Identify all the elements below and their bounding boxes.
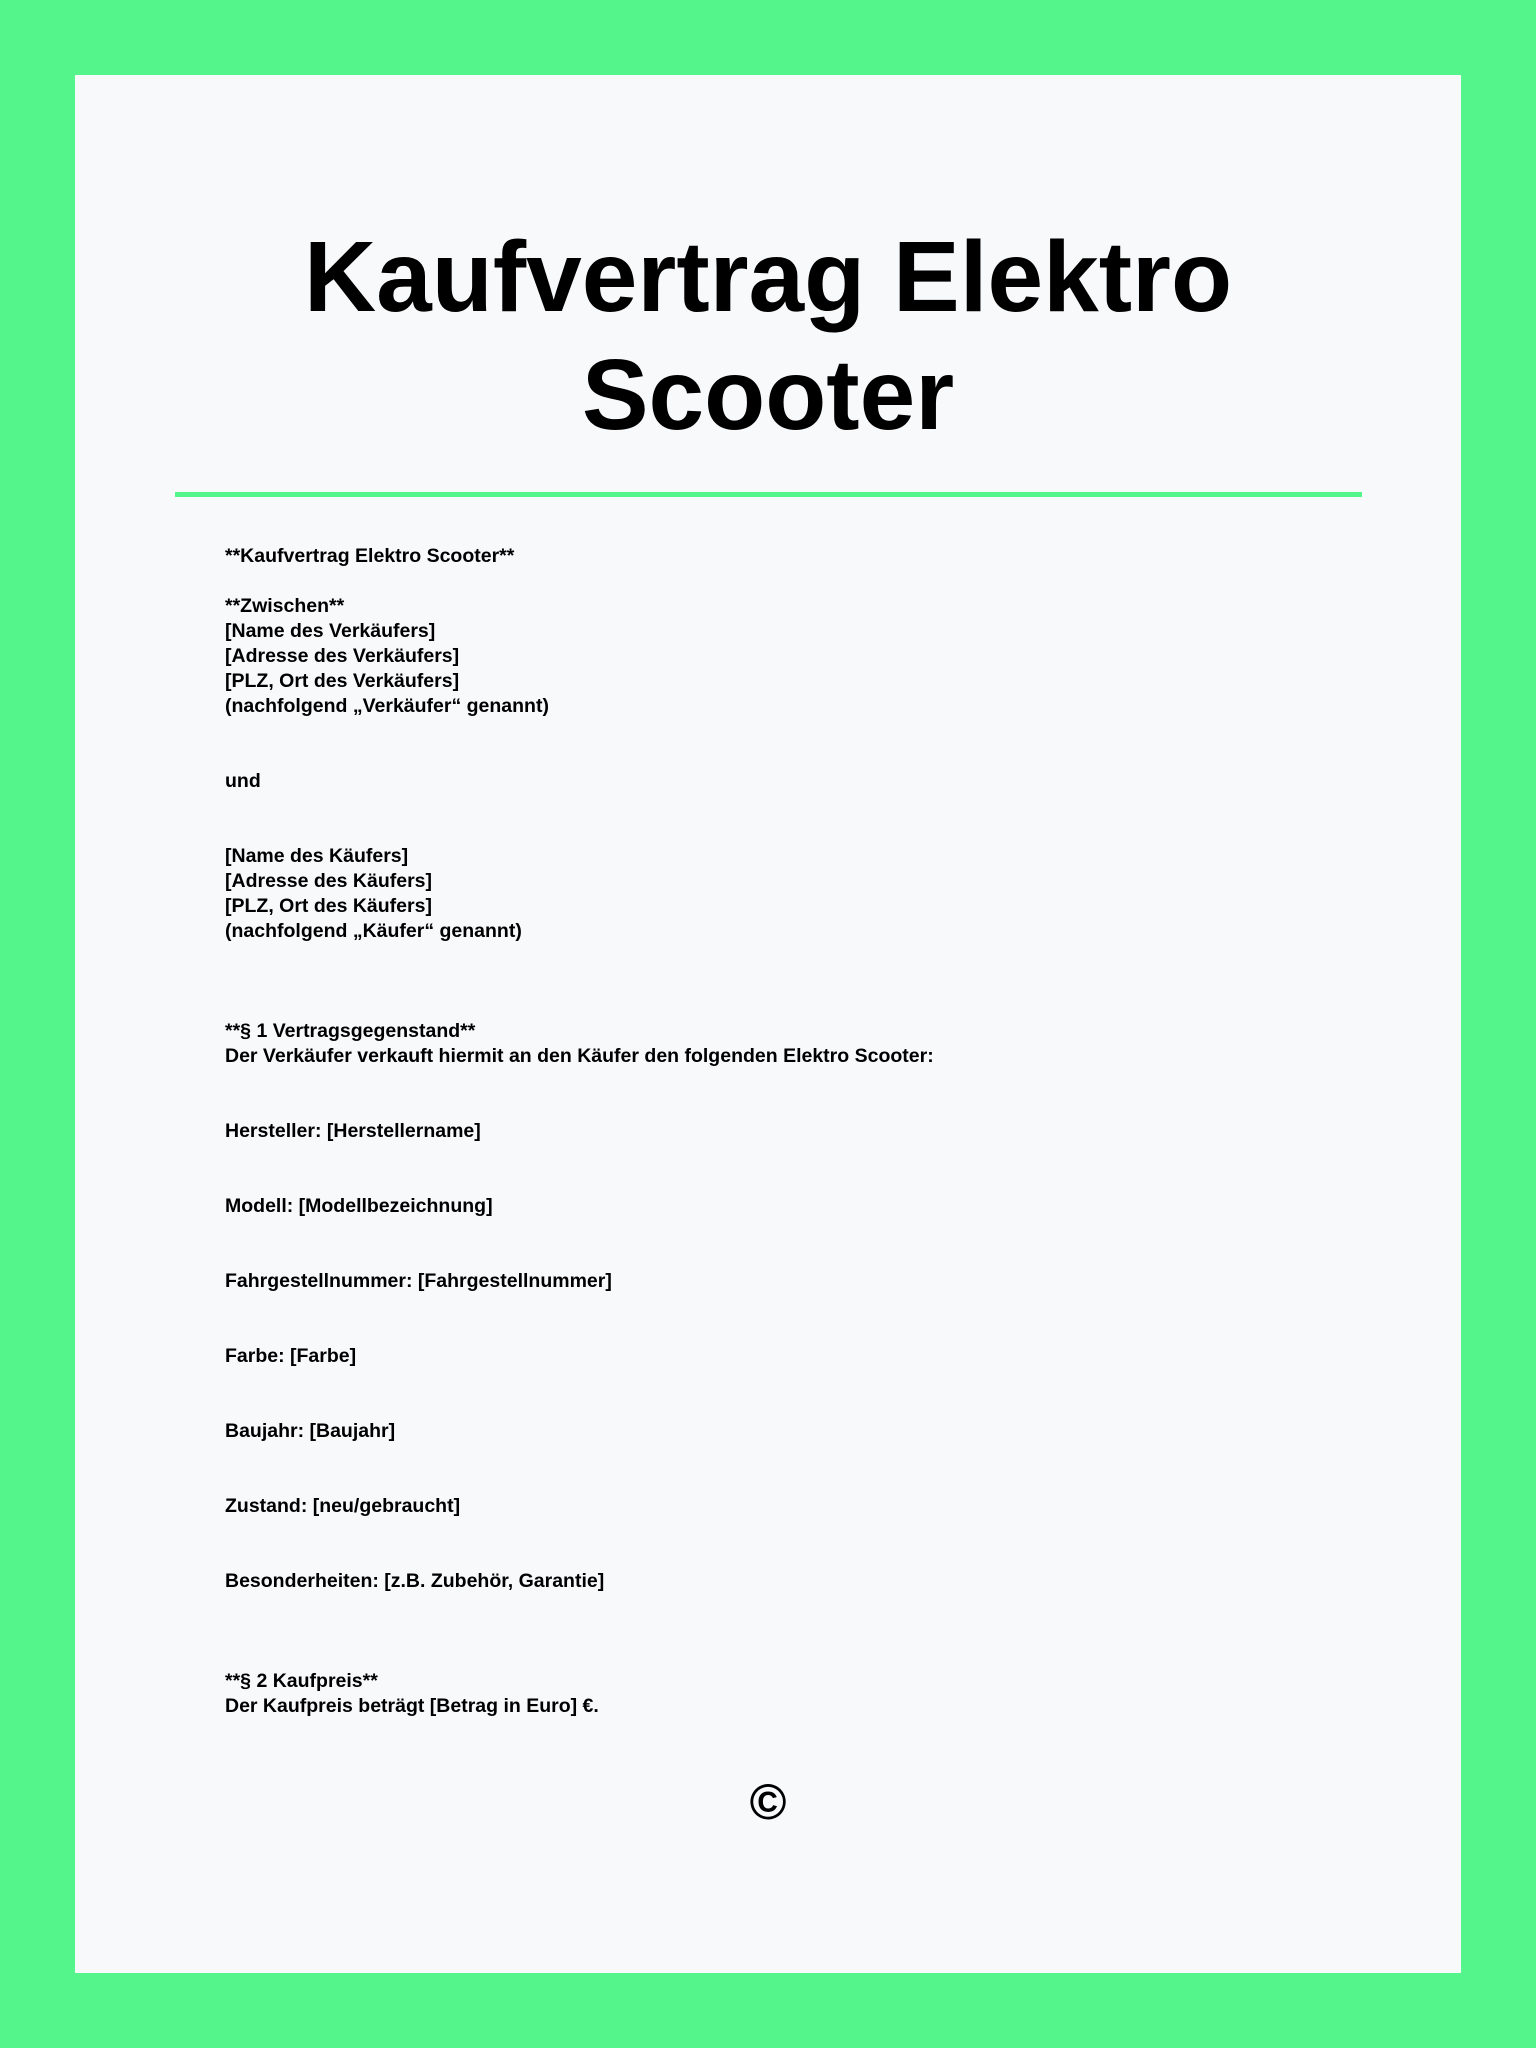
copyright-icon: © bbox=[749, 1774, 787, 1830]
section-2-text: Der Kaufpreis beträgt [Betrag in Euro] €. bbox=[225, 1695, 599, 1717]
field-manufacturer: Hersteller: [Herstellername] bbox=[225, 1120, 481, 1142]
document-title bbox=[0, 218, 1536, 454]
contract-heading: **Kaufvertrag Elektro Scooter** bbox=[225, 545, 515, 567]
buyer-note: (nachfolgend „Käufer“ genannt) bbox=[225, 920, 522, 942]
seller-city: [PLZ, Ort des Verkäufers] bbox=[225, 670, 460, 692]
title-line-2: Scooter bbox=[581, 339, 955, 451]
section-1-text: Der Verkäufer verkauft hiermit an den Käufer den folgenden Elektro Scooter: bbox=[225, 1045, 934, 1067]
field-features: Besonderheiten: [z.B. Zubehör, Garantie] bbox=[225, 1570, 605, 1592]
buyer-address: [Adresse des Käufers] bbox=[225, 870, 432, 892]
seller-address: [Adresse des Verkäufers] bbox=[225, 645, 460, 667]
field-color: Farbe: [Farbe] bbox=[225, 1345, 357, 1367]
buyer-city: [PLZ, Ort des Käufers] bbox=[225, 895, 432, 917]
and-label: und bbox=[225, 770, 261, 792]
section-1-heading: **§ 1 Vertragsgegenstand** bbox=[225, 1020, 476, 1042]
title-line-1: Kaufvertrag Elektro bbox=[303, 221, 1233, 333]
between-label: **Zwischen** bbox=[225, 595, 345, 617]
field-condition: Zustand: [neu/gebraucht] bbox=[225, 1495, 461, 1517]
field-chassis-number: Fahrgestellnummer: [Fahrgestellnummer] bbox=[225, 1270, 612, 1292]
title-divider bbox=[175, 492, 1362, 497]
field-year: Baujahr: [Baujahr] bbox=[225, 1420, 396, 1442]
seller-note: (nachfolgend „Verkäufer“ genannt) bbox=[225, 695, 549, 717]
contract-body bbox=[225, 544, 934, 1719]
field-model: Modell: [Modellbezeichnung] bbox=[225, 1195, 493, 1217]
section-2-heading: **§ 2 Kaufpreis** bbox=[225, 1670, 378, 1692]
seller-name: [Name des Verkäufers] bbox=[225, 620, 436, 642]
buyer-name: [Name des Käufers] bbox=[225, 845, 409, 867]
